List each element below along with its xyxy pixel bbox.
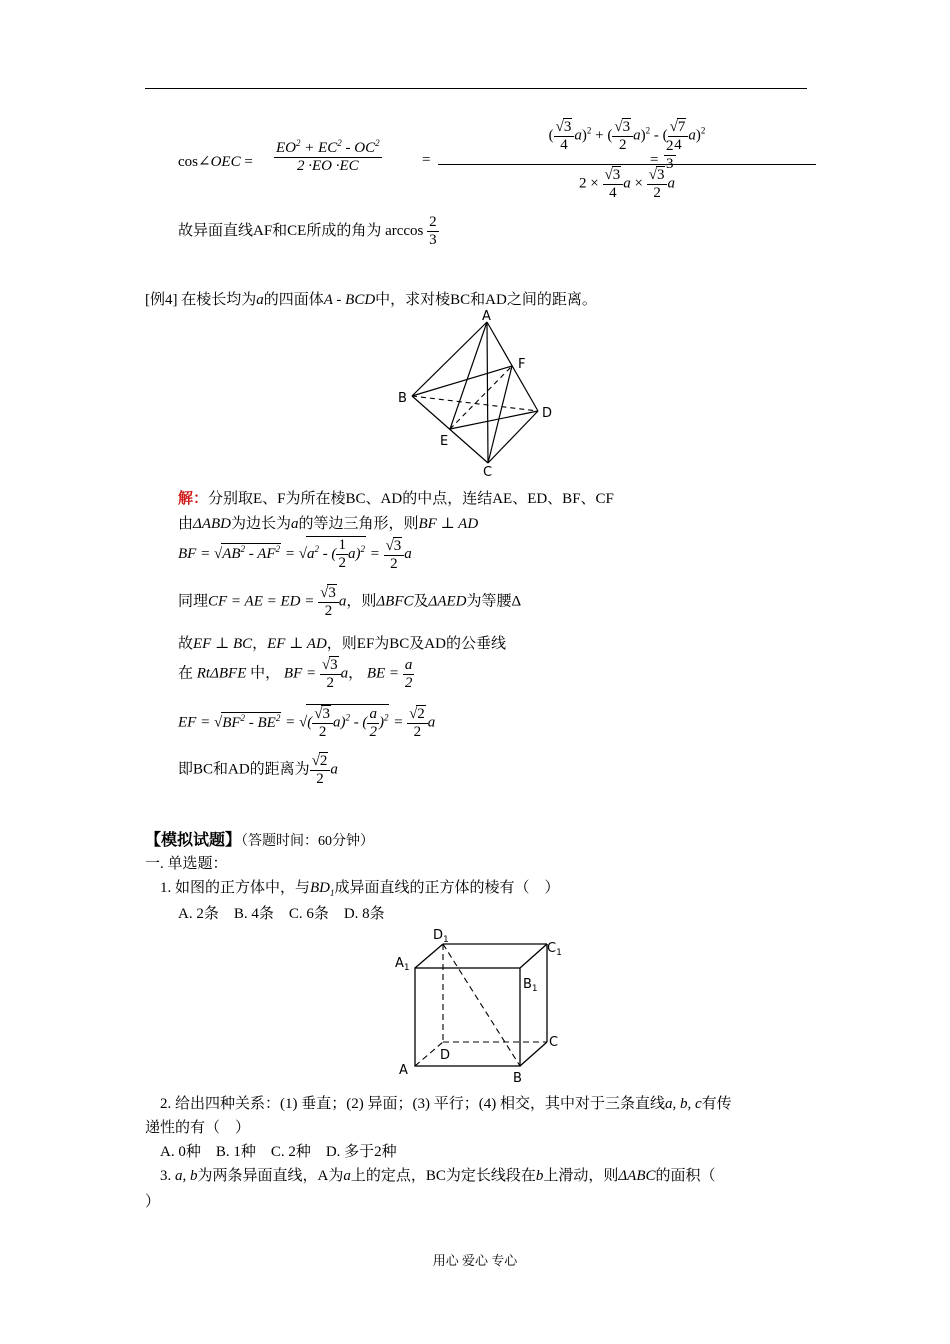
- example4-a: a: [256, 292, 264, 308]
- s2-a: 由: [178, 516, 194, 532]
- cube-label-B: B: [513, 1071, 522, 1086]
- q2-math: a, b, c: [664, 1096, 702, 1112]
- cube-label-A: A: [399, 1063, 408, 1078]
- s6-a: 在: [178, 665, 194, 682]
- q3-line2: ）: [145, 1194, 161, 1210]
- s4-a: 同理: [178, 593, 209, 610]
- cube-label-C1: $C_1$: [547, 941, 562, 958]
- example4-mid: 的四面体: [263, 292, 324, 308]
- q3-c: 上的定点，BC为定长线段在: [350, 1168, 536, 1184]
- solution-line1: [178, 487, 614, 508]
- q1-text: 1. 如图的正方体中，与: [160, 880, 311, 896]
- cube-figure: [395, 922, 575, 1087]
- solution-line2: [178, 512, 478, 533]
- s4-c: 及: [413, 593, 429, 610]
- solution-line4: 同理CF = AE = ED = $\frac{√3}{2}$ a，则ΔBFC及ΔAED为等腰Δ: [178, 585, 522, 620]
- q2-line2: 递性的有（ ）: [145, 1120, 251, 1136]
- cube-label-D1: $D_1$: [433, 928, 449, 945]
- s5-b: ，则EF为BC及AD的公垂线: [326, 636, 506, 652]
- s4-t2: ΔAED: [428, 593, 467, 610]
- q3-m1: a, b: [175, 1168, 198, 1184]
- cube-label-B1: $B_1$: [523, 977, 538, 994]
- solution-line8: 即BC和AD的距离为 $\frac{√2}{2}$ a: [178, 753, 338, 788]
- q3-a: 3.: [160, 1168, 172, 1184]
- tetra-label-F: F: [518, 357, 526, 372]
- page-footer: 用心 爱心 专心: [432, 1253, 518, 1268]
- cube-label-D: D: [440, 1048, 451, 1063]
- part1-heading: 一. 单选题：: [145, 856, 228, 872]
- solution-label: 解：: [178, 491, 209, 507]
- solution-line3: BF = $√AB^2 - AF^2 = √a^2$ - ( $\frac{1}{2}$ a)$^2$ = $\frac{√3}{2}$ a: [178, 537, 412, 572]
- s2-tri: ΔABD: [193, 516, 231, 532]
- example4-body: A - BCD: [323, 292, 376, 308]
- s5-m1: EF ⊥ BC: [193, 636, 253, 652]
- q3-m4: ΔABC: [618, 1168, 656, 1184]
- s5-m2: EF ⊥ AD: [267, 636, 327, 652]
- tetra-label-E: E: [440, 434, 449, 449]
- s5-a: 故: [178, 636, 194, 652]
- q1-options: A. 2条 B. 4条 C. 6条 D. 8条: [178, 906, 385, 922]
- s2-c: 的等边三角形，则: [298, 516, 419, 532]
- conclusion-text: 故异面直线AF和CE所成的角为: [178, 223, 382, 240]
- s4-b: ，则: [346, 593, 377, 610]
- s6-b: 中，: [250, 665, 281, 682]
- q2-text: 2. 给出四种关系：(1) 垂直；(2) 异面；(3) 平行；(4) 相交，其中对于三条直线: [160, 1096, 665, 1112]
- q3-e: 的面积（: [655, 1168, 716, 1184]
- solution-line5: 故EF ⊥ BC，EF ⊥ AD，则EF为BC及AD的公垂线: [178, 636, 506, 652]
- tetra-label-A: A: [482, 309, 491, 324]
- tetrahedron-figure: [390, 306, 570, 481]
- q3-b: 为两条异面直线，A为: [197, 1168, 344, 1184]
- solution-line7: EF = $√BF^2 - BE^2$ = √( $\frac{√3}{2}$ a)$^2$ - ( $\frac{a}{2}$ )$^2$ = $\frac{√2}{2}$ a: [178, 705, 436, 741]
- tetra-label-B: B: [398, 391, 407, 406]
- q1-rest: 成异面直线的正方体的棱有（ ）: [334, 880, 560, 896]
- section-title: 【模拟试题】: [145, 832, 242, 849]
- section-header: [145, 827, 374, 850]
- s8-text: 即BC和AD的距离为: [178, 761, 310, 778]
- example4-prefix: [例4] 在棱长均为: [145, 292, 257, 308]
- q2-line1: [160, 1092, 732, 1113]
- q3-line1: [160, 1164, 716, 1185]
- conclusion-line: 故异面直线AF和CE所成的角为 arccos $\frac{2}{3}$: [178, 214, 437, 249]
- s4-d: 为等腰Δ: [466, 593, 522, 610]
- q3-m3: b: [535, 1168, 544, 1184]
- s2-a-var: a: [291, 516, 299, 532]
- header-rule: [145, 88, 807, 89]
- s6-m: RtΔBFE: [196, 665, 247, 682]
- cube-label-C: C: [549, 1035, 559, 1050]
- q2-rest: 有传: [701, 1096, 732, 1112]
- tetra-label-C: C: [483, 465, 493, 480]
- q3-d: 上滑动，则: [543, 1168, 619, 1184]
- solution-line1-text: 分别取E、F为所在棱BC、AD的中点，连结AE、ED、BF、CF: [208, 491, 614, 507]
- tetra-label-D: D: [542, 406, 553, 421]
- example4-suffix: 中，求对棱BC和AD之间的距离。: [375, 292, 597, 308]
- cube-label-A1: $A_1$: [395, 956, 410, 973]
- q3-m2: a: [343, 1168, 351, 1184]
- q1-line: 1. 如图的正方体中，与$BD_1$成异面直线的正方体的棱有（ ）: [160, 880, 560, 898]
- s2-b: 为边长为: [230, 516, 291, 532]
- s4-t1: ΔBFC: [376, 593, 414, 610]
- q2-options: A. 0种 B. 1种 C. 2种 D. 多于2种: [160, 1144, 397, 1160]
- solution-line6: 在 RtΔBFE 中， BF = $\frac{√3}{2}$ a， BE = $\frac{a}{2}$: [178, 656, 413, 692]
- s2-math: BF ⊥ AD: [418, 516, 479, 532]
- section-time: （答题时间：60分钟）: [241, 834, 375, 849]
